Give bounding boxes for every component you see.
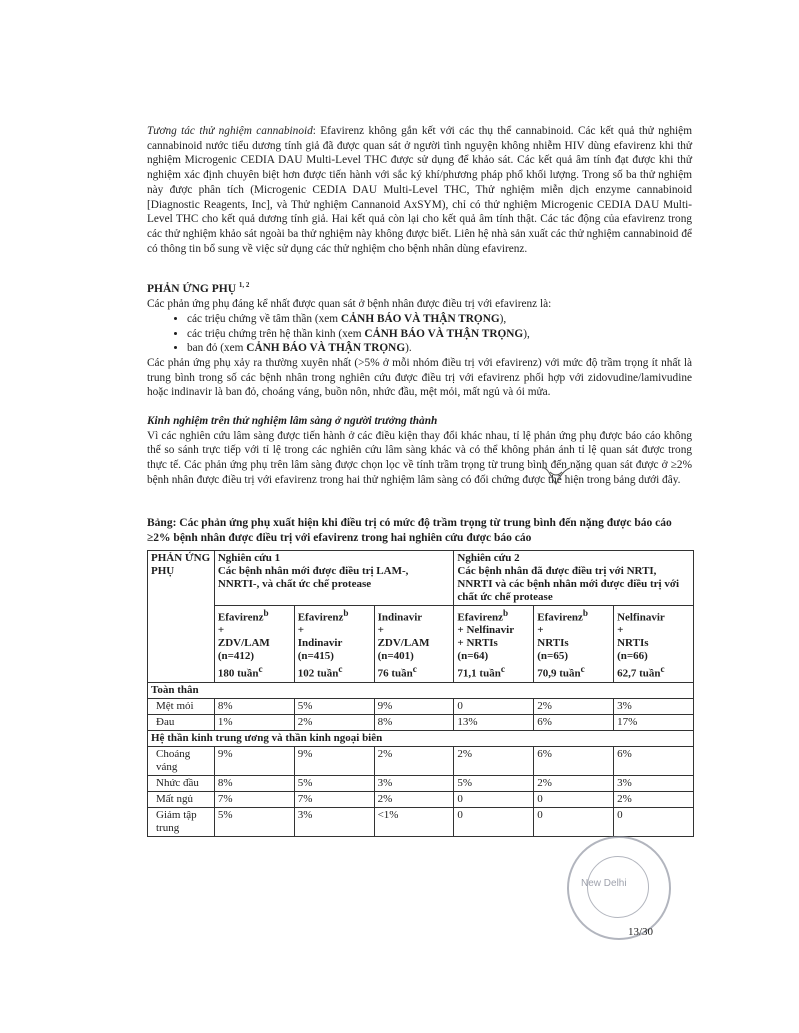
bullet-text: các triệu chứng về tâm thần (xem	[187, 312, 341, 325]
arm-partner-drug: Indinavir	[297, 637, 343, 650]
group-name: Toàn thân	[148, 682, 694, 698]
corner-header: PHẢN ỨNG PHỤ	[148, 550, 215, 682]
reaction-value: 5%	[214, 807, 294, 836]
reaction-value: 3%	[294, 807, 374, 836]
cannabinoid-lead: Tương tác thử nghiệm cannabinoid	[147, 125, 313, 137]
arm-sample-size: (n=401)	[377, 650, 414, 663]
reaction-label: Giảm tập trung	[148, 807, 215, 836]
reaction-value: 9%	[214, 746, 294, 775]
reaction-value: 6%	[614, 746, 694, 775]
reaction-value: 5%	[454, 775, 534, 791]
arm-partner-drug: ZDV/LAM	[217, 637, 270, 650]
arm-combination: + Nelfinavir	[457, 624, 515, 637]
study-1-label: Nghiên cứu 1	[217, 551, 281, 564]
arm-header	[614, 605, 694, 682]
reaction-value: 7%	[294, 791, 374, 807]
reaction-value: 0	[534, 807, 614, 836]
reaction-value: 3%	[374, 775, 454, 791]
table-caption: Bảng: Các phản ứng phụ xuất hiện khi điều trị có mức độ trầm trọng từ trung bình đến nặng được báo cáo ≥2% bệnh nhân được điều trị với efavirenz trong hai nghiên cứu được báo cáo	[147, 516, 672, 544]
reaction-value: 0	[534, 791, 614, 807]
study-header-row	[148, 550, 694, 605]
bullet-reference: CẢNH BÁO VÀ THẬN TRỌNG	[246, 342, 406, 355]
reaction-label: Đau	[148, 714, 215, 730]
arm-partner-drug: NRTIs	[617, 637, 649, 650]
arm-header	[454, 605, 534, 682]
page-content	[147, 124, 692, 837]
reaction-value: 2%	[534, 698, 614, 714]
arm-footnote: b	[263, 607, 269, 618]
reaction-value: 0	[454, 791, 534, 807]
reaction-value: 1%	[214, 714, 294, 730]
arm-duration-footnote: c	[500, 664, 505, 675]
reaction-value: 8%	[374, 714, 454, 730]
arm-sample-size: (n=65)	[537, 650, 568, 663]
group-name: Hệ thần kinh trung ương và thần kinh ngoại biên	[148, 730, 694, 746]
reaction-value: 5%	[294, 775, 374, 791]
reaction-value: 3%	[614, 698, 694, 714]
reaction-value: 8%	[214, 698, 294, 714]
reaction-label: Mất ngủ	[148, 791, 215, 807]
arm-partner-drug: ZDV/LAM	[377, 637, 430, 650]
arm-duration: 76 tuần	[377, 667, 413, 680]
arm-footnote: b	[582, 607, 588, 618]
adverse-reactions-table	[147, 550, 694, 837]
arm-sample-size: (n=412)	[217, 650, 255, 663]
reaction-label: Choáng váng	[148, 746, 215, 775]
reaction-value: 9%	[374, 698, 454, 714]
arm-partner-drug: + NRTIs	[457, 637, 498, 650]
group-row	[148, 730, 694, 746]
section-heading	[147, 278, 692, 297]
bullet-text: ),	[499, 312, 507, 325]
arm-sample-size: (n=64)	[457, 650, 489, 663]
study-2-header	[454, 550, 694, 605]
arm-duration: 62,7 tuần	[617, 667, 661, 680]
section-heading-text: PHẢN ỨNG PHỤ	[147, 283, 237, 296]
reaction-value: 13%	[454, 714, 534, 730]
reaction-value: 6%	[534, 714, 614, 730]
adult-trials-paragraph: Vì các nghiên cứu lâm sàng được tiến hành ở các điều kiện thay đổi khác nhau, tỉ lệ phản ứng phụ được báo cáo không thể so sánh trực tiếp với tỉ lệ trong các nghiên cứu lâm sàng khác và có thể không phản ánh tỉ lệ quan sát được trong thực tế. Các phản ứng phụ trên lâm sàng được chọn lọc về tính trầm trọng từ trung bình đến nặng quan sát được ở ≥2% bệnh nhân được điều trị với efavirenz trong hai thử nghiệm lâm sàng có đối chứng được thể hiện trong bảng dưới đây.	[147, 429, 692, 486]
adult-trials-heading: Kinh nghiệm trên thử nghiệm lâm sàng ở người trưởng thành	[147, 415, 438, 428]
table-row	[148, 698, 694, 714]
reaction-value: 2%	[614, 791, 694, 807]
treatment-arm-row	[148, 605, 694, 682]
arm-sample-size: (n=415)	[297, 650, 334, 663]
table-body	[148, 682, 694, 836]
arm-duration: 71,1 tuần	[457, 667, 501, 680]
arm-combination: +	[217, 624, 225, 637]
arm-combination: +	[297, 624, 304, 637]
reaction-value: 7%	[214, 791, 294, 807]
bullet-reference: CẢNH BÁO VÀ THẬN TRỌNG	[340, 312, 500, 325]
arm-duration-footnote: c	[258, 664, 263, 675]
bullet-item	[187, 327, 692, 342]
table-row	[148, 775, 694, 791]
page-number: 13/30	[628, 926, 654, 938]
reaction-value: <1%	[374, 807, 454, 836]
table-row	[148, 746, 694, 775]
study-2-description: Các bệnh nhân đã được điều trị với NRTI, NNRTI và các bệnh nhân mới được điều trị với chất ức chế protease	[457, 564, 680, 603]
arm-drug: Indinavir	[377, 611, 423, 624]
bullet-item	[187, 341, 692, 356]
table-row	[148, 791, 694, 807]
arm-sample-size: (n=66)	[617, 650, 648, 663]
bullet-text: ),	[523, 327, 530, 340]
adverse-intro: Các phản ứng phụ đáng kể nhất được quan sát ở bệnh nhân được điều trị với efavirenz là:	[147, 298, 552, 311]
arm-duration: 102 tuần	[297, 667, 339, 680]
arm-header	[534, 605, 614, 682]
bullet-text: các triệu chứng trên hệ thần kinh (xem	[187, 327, 365, 340]
stamp-seal	[567, 836, 671, 940]
cannabinoid-paragraph	[147, 124, 692, 256]
table-row	[148, 807, 694, 836]
reaction-value: 0	[454, 807, 534, 836]
arm-header	[214, 605, 294, 682]
table-row	[148, 714, 694, 730]
study-1-header	[214, 550, 454, 605]
reaction-value: 5%	[294, 698, 374, 714]
stamp-text: New Delhi	[581, 878, 627, 889]
arm-partner-drug: NRTIs	[537, 637, 569, 650]
cannabinoid-text: : Efavirenz không gắn kết với các thụ thể cannabinoid. Các kết quả thử nghiệm cannabinoid nước tiểu dương tính giả đã được quan sát ở người tình nguyện không nhiễm HIV dùng efavirenz khi thử nghiệm Microgenic CEDIA DAU Multi-Level THC được sử dụng để khảo sát. Các kết quả âm tính đạt được khi thử nghiệm xác định chuyên biệt hơn được tiến hành với sắc ký khí/phương pháp phổ khối lượng. Trong số ba thử nghiệm này được phân tích (Microgenic CEDIA DAU Multi-Level THC, Thử nghiệm miễn dịch enzyme cannabinoid [Diagnostic Reagents, Inc], và Thử nghiệm Cannanoid AxSYM), chỉ có thử nghiệm Microgenic CEDIA DAU Multi-Level THC cho kết quả dương tính giả. Hai kết quả còn lại cho kết quả âm tính thật. Các tác động của efavirenz trong các thử nghiệm khảo sát ngoài ba thử nghiệm này không được biết. Liên hệ nhà sản xuất các thử nghiệm cannabinoid để có thông tin bổ sung về việc sử dụng các thử nghiệm cho bệnh nhân dùng efavirenz.	[147, 125, 692, 255]
frequent-adverse-paragraph: Các phản ứng phụ xảy ra thường xuyên nhất (>5% ở mỗi nhóm điều trị với efavirenz) với mức độ trầm trọng ít nhất là trung bình trong số các bệnh nhân trong nghiên cứu được điều trị với efavirenz phối hợp với zidovudine/lamivudine hoặc indinavir là ban đỏ, choáng váng, buồn nôn, nhức đầu, mệt mỏi, mất ngủ và ói mửa.	[147, 356, 692, 399]
section-heading-ref: 1, 2	[238, 281, 250, 290]
arm-footnote: b	[503, 607, 509, 618]
reaction-label: Nhức đầu	[148, 775, 215, 791]
reaction-value: 2%	[454, 746, 534, 775]
reaction-value: 3%	[614, 775, 694, 791]
reaction-value: 9%	[294, 746, 374, 775]
arm-drug: Efavirenz	[537, 611, 583, 624]
arm-footnote: b	[343, 607, 349, 618]
arm-duration-footnote: c	[338, 664, 343, 675]
arm-drug: Efavirenz	[297, 611, 344, 624]
bullet-text: ).	[405, 342, 412, 355]
arm-header	[294, 605, 374, 682]
arm-header	[374, 605, 454, 682]
bullet-text: ban đỏ (xem	[187, 342, 247, 355]
arm-combination: +	[377, 624, 384, 637]
arm-combination: +	[617, 624, 624, 637]
reaction-value: 17%	[614, 714, 694, 730]
study-2-label: Nghiên cứu 2	[457, 551, 520, 564]
bullet-item	[187, 312, 692, 327]
reaction-label: Mệt mỏi	[148, 698, 215, 714]
reaction-value: 2%	[534, 775, 614, 791]
arm-duration-footnote: c	[660, 664, 665, 675]
bullet-reference: CẢNH BÁO VÀ THẬN TRỌNG	[364, 327, 524, 340]
arm-duration: 180 tuần	[217, 667, 259, 680]
arm-drug: Efavirenz	[217, 611, 264, 624]
group-row	[148, 682, 694, 698]
adverse-bullets	[147, 312, 692, 356]
reaction-value: 2%	[374, 791, 454, 807]
arm-drug: Efavirenz	[457, 611, 504, 624]
arm-duration-footnote: c	[412, 664, 417, 675]
reaction-value: 6%	[534, 746, 614, 775]
signature-mark	[538, 462, 574, 490]
reaction-value: 8%	[214, 775, 294, 791]
arm-combination: +	[537, 624, 544, 637]
study-1-description: Các bệnh nhân mới được điều trị LAM-, NNRTI-, và chất ức chế protease	[217, 564, 409, 590]
reaction-value: 0	[454, 698, 534, 714]
arm-drug: Nelfinavir	[617, 611, 665, 624]
reaction-value: 0	[614, 807, 694, 836]
reaction-value: 2%	[294, 714, 374, 730]
arm-duration-footnote: c	[580, 664, 585, 675]
arm-duration: 70,9 tuần	[537, 667, 581, 680]
reaction-value: 2%	[374, 746, 454, 775]
